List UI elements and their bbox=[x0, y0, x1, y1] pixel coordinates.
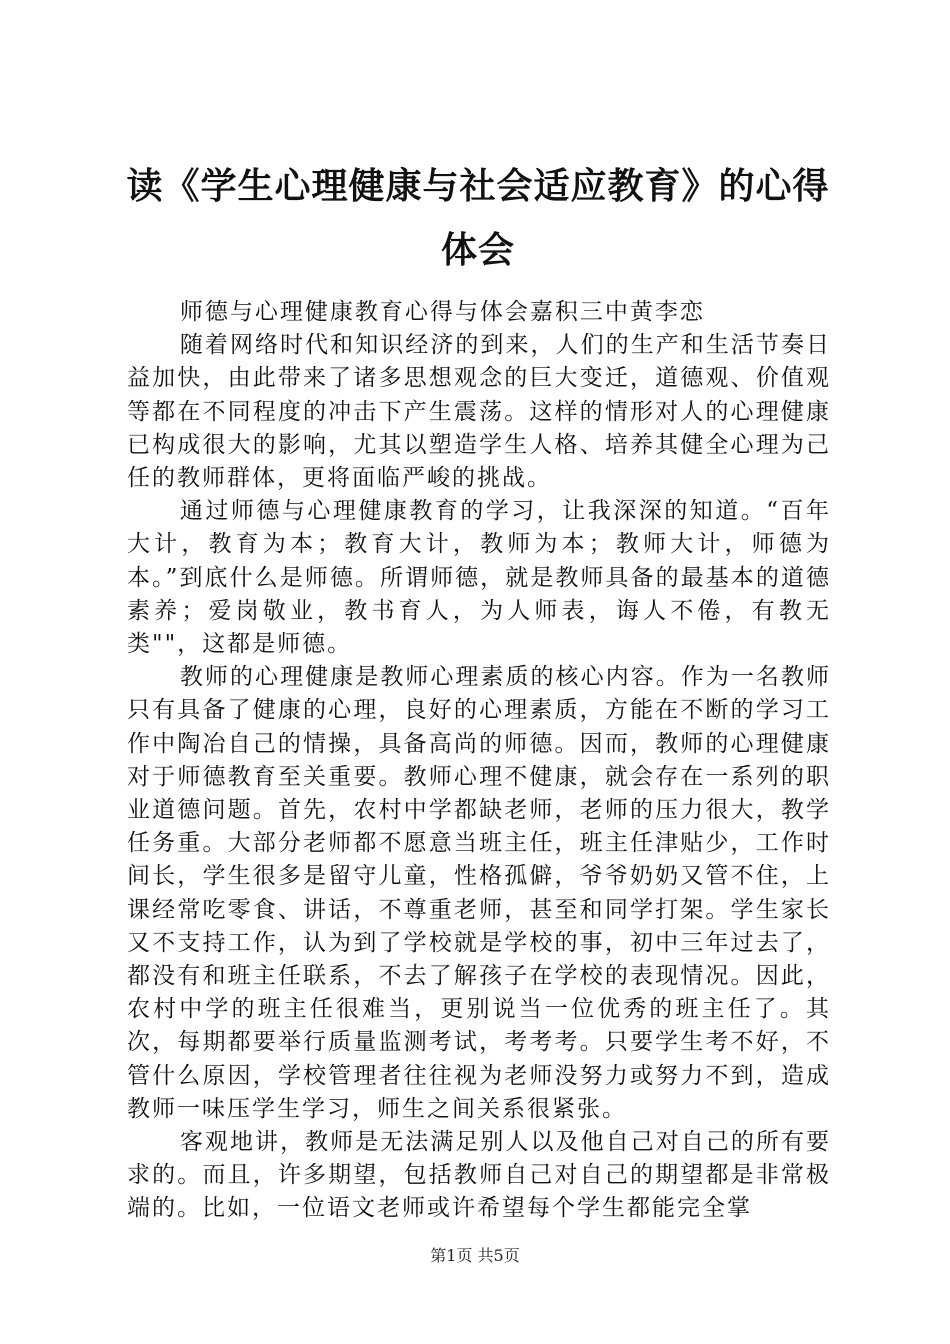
document-body bbox=[127, 296, 831, 1226]
paragraph-subtitle: 师德与心理健康教育心得与体会嘉积三中黄李恋 bbox=[179, 299, 705, 325]
paragraph: 客观地讲，教师是无法满足别人以及他自己对自己的所有要求的。而且，许多期望，包括教师自己对自己的期望都是非常极端的。比如，一位语文老师或许希望每个学生都能完全掌 bbox=[127, 1129, 831, 1222]
paragraph: 教师的心理健康是教师心理素质的核心内容。作为一名教师只有具备了健康的心理，良好的心理素质，方能在不断的学习工作中陶冶自己的情操，具备高尚的师德。因而，教师的心理健康对于师德教育至关重要。教师心理不健康，就会存在一系列的职业道德问题。首先，农村中学都缺老师，老师的压力很大，教学任务重。大部分老师都不愿意当班主任，班主任津贴少，工作时间长，学生很多是留守儿童，性格孤僻，爷爷奶奶又管不住，上课经常吃零食、讲话，不尊重老师，甚至和同学打架。学生家长又不支持工作，认为到了学校就是学校的事，初中三年过去了，都没有和班主任联系，不去了解孩子在学校的表现情况。因此，农村中学的班主任很难当，更别说当一位优秀的班主任了。其次，每期都要举行质量监测考试，考考考。只要学生考不好，不管什么原因，学校管理者往往视为老师没努力或努力不到，造成教师一味压学生学习，师生之间关系很紧张。 bbox=[127, 664, 831, 1122]
page-number-footer: 第1页 共5页 bbox=[430, 1246, 520, 1265]
paragraph: 通过师德与心理健康教育的学习，让我深深的知道。“百年大计，教育为本；教育大计，教师为本；教师大计，师德为本。”到底什么是师德。所谓师德，就是教师具备的最基本的道德素养；爱岗敬业，教书育人，为人师表，诲人不倦，有教无类""，这都是师德。 bbox=[127, 498, 831, 658]
document-title: 读《学生心理健康与社会适应教育》的心得体会 bbox=[126, 166, 830, 271]
paragraph: 随着网络时代和知识经济的到来，人们的生产和生活节奏日益加快，由此带来了诸多思想观念的巨大变迁，道德观、价值观等都在不同程度的冲击下产生震荡。这样的情形对人的心理健康已构成很大的影响，尤其以塑造学生人格、培养其健全心理为己任的教师群体，更将面临严峻的挑战。 bbox=[127, 332, 831, 492]
